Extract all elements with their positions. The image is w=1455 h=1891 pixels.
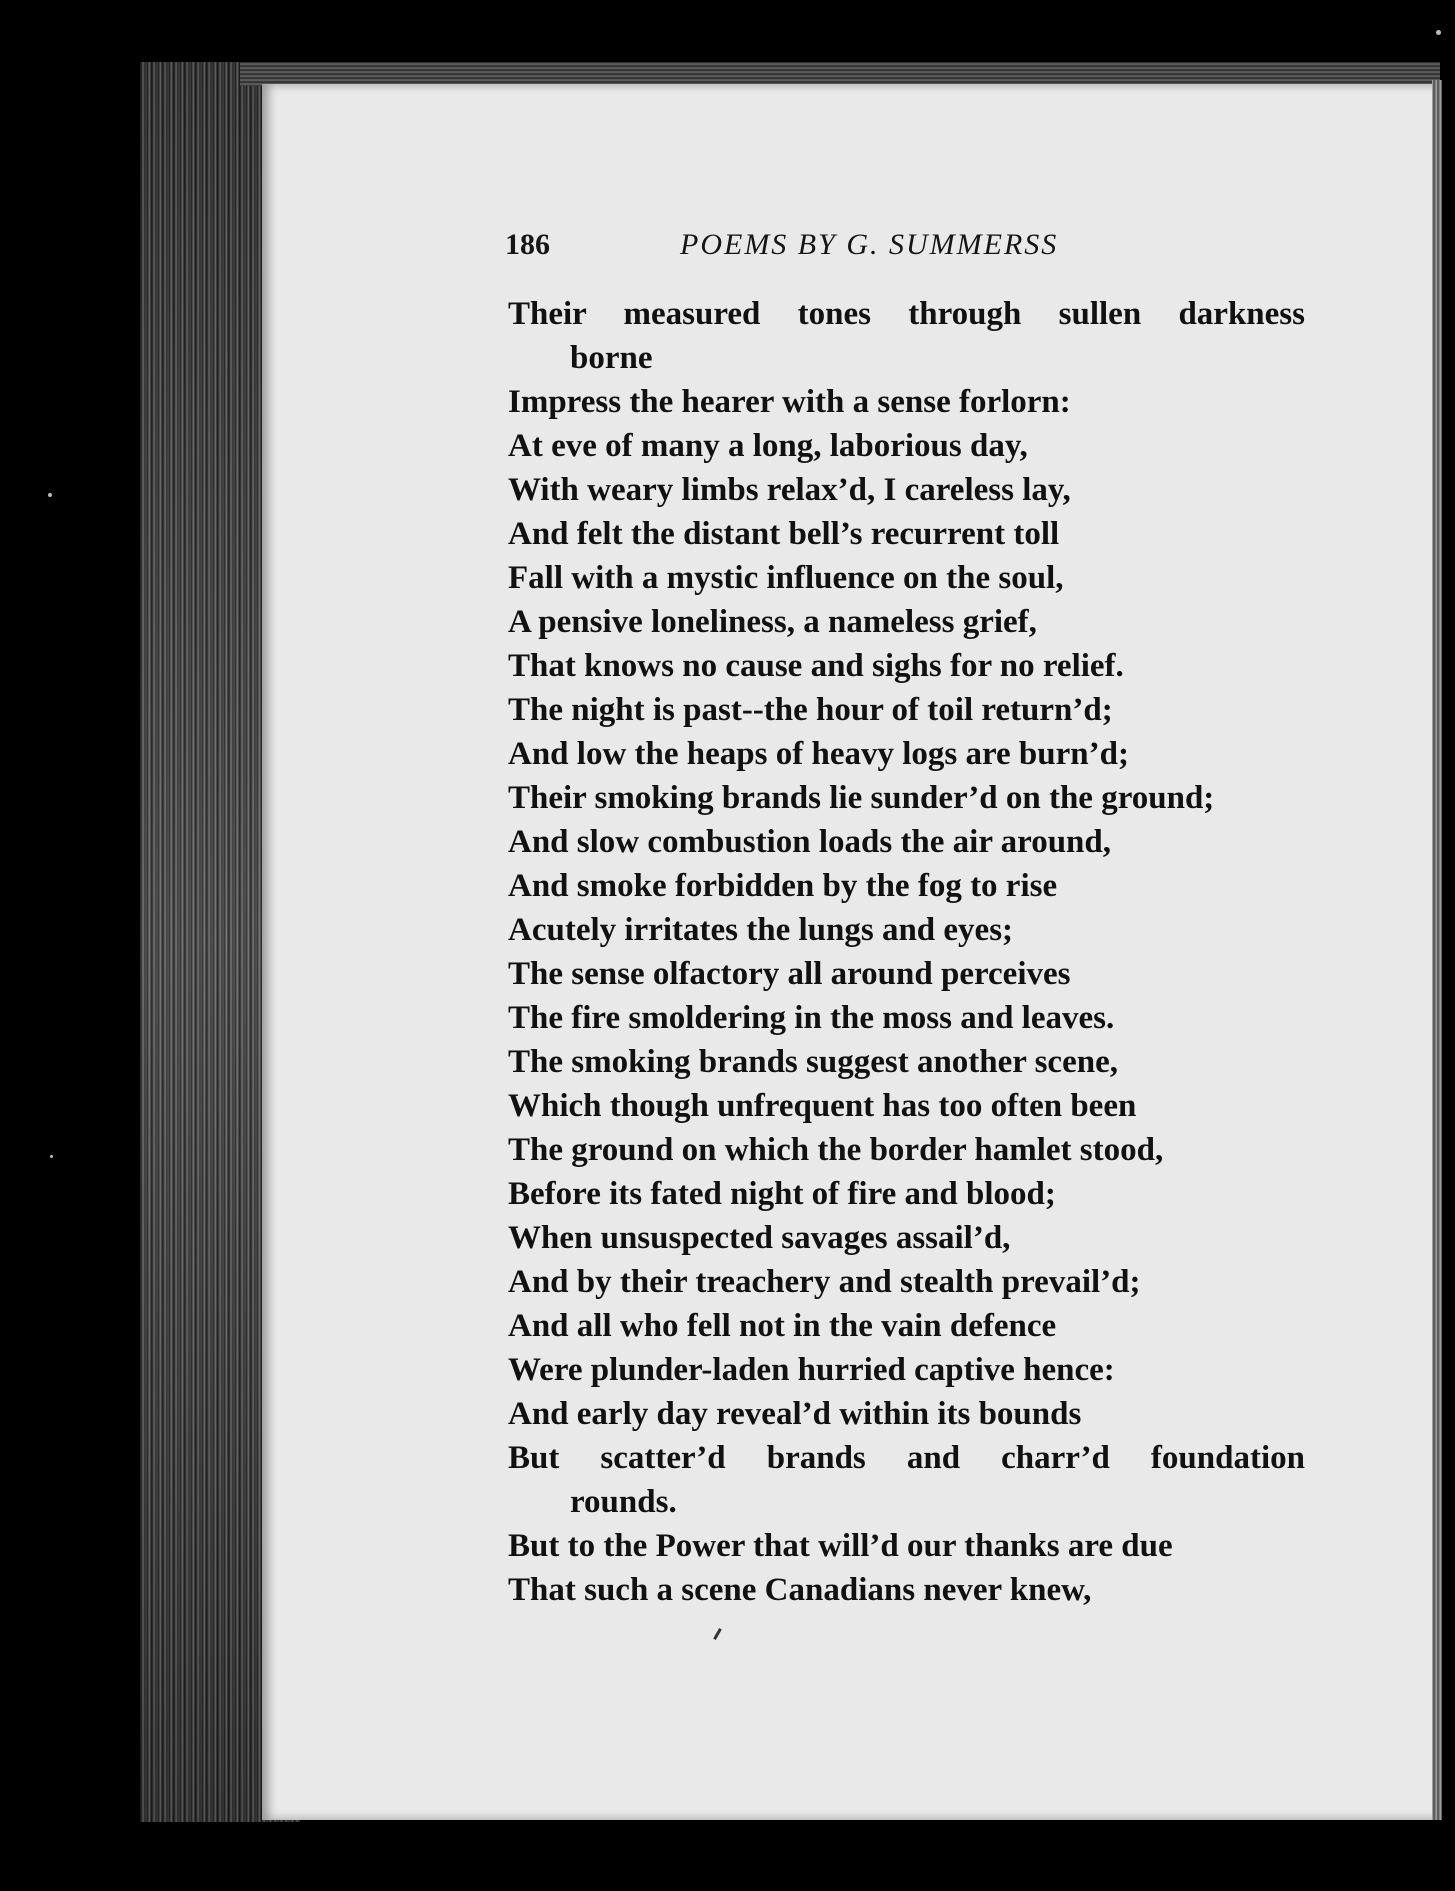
poem-line: Acutely irritates the lungs and eyes; <box>508 912 1014 948</box>
poem-line: And smoke forbidden by the fog to rise <box>508 868 1058 904</box>
poem-line: Their measured tones through sullen darkness <box>508 296 1305 332</box>
poem-line: That such a scene Canadians never knew, <box>508 1572 1092 1608</box>
poem-line: The fire smoldering in the moss and leaves. <box>508 1000 1115 1036</box>
dust-speck <box>48 493 52 497</box>
poem-line: That knows no cause and sighs for no relief. <box>508 648 1124 684</box>
poem-line: The ground on which the border hamlet stood, <box>508 1132 1164 1168</box>
poem-line: Fall with a mystic influence on the soul, <box>508 560 1064 596</box>
poem-line: With weary limbs relax’d, I careless lay, <box>508 472 1071 508</box>
poem-line: And all who fell not in the vain defence <box>508 1308 1057 1344</box>
poem-line: But to the Power that will’d our thanks are due <box>508 1528 1173 1564</box>
book-top-edge <box>240 62 1440 86</box>
poem-line: Before its fated night of fire and blood; <box>508 1176 1056 1212</box>
poem-line: rounds. <box>570 1484 677 1520</box>
page-number: 186 <box>505 228 550 261</box>
poem-line: And by their treachery and stealth prevail’d; <box>508 1264 1141 1300</box>
poem-text <box>508 292 1308 1612</box>
poem-line: Were plunder-laden hurried captive hence: <box>508 1352 1115 1388</box>
running-title: POEMS BY G. SUMMERSS <box>680 228 1059 261</box>
poem-line: borne <box>570 340 653 376</box>
book-right-edge <box>1432 80 1442 1820</box>
poem-line: The night is past--the hour of toil return’d; <box>508 692 1113 728</box>
poem-line: And early day reveal’d within its bounds <box>508 1396 1082 1432</box>
poem-line: The smoking brands suggest another scene, <box>508 1044 1118 1080</box>
poem-line: Impress the hearer with a sense forlorn: <box>508 384 1071 420</box>
poem-line: At eve of many a long, laborious day, <box>508 428 1028 464</box>
poem-line: A pensive loneliness, a nameless grief, <box>508 604 1037 640</box>
poem-line: Their smoking brands lie sunder’d on the ground; <box>508 780 1215 816</box>
poem-line: And low the heaps of heavy logs are burn’d; <box>508 736 1129 772</box>
poem-line: The sense olfactory all around perceives <box>508 956 1071 992</box>
poem-line: Which though unfrequent has too often been <box>508 1088 1137 1124</box>
dust-speck <box>1436 30 1441 35</box>
poem-line: But scatter’d brands and charr’d foundation <box>508 1440 1305 1476</box>
poem-line: And felt the distant bell’s recurrent toll <box>508 516 1060 552</box>
dust-speck <box>50 1155 53 1158</box>
poem-line: When unsuspected savages assail’d, <box>508 1220 1011 1256</box>
poem-line: And slow combustion loads the air around, <box>508 824 1112 860</box>
page-header <box>505 228 1125 272</box>
